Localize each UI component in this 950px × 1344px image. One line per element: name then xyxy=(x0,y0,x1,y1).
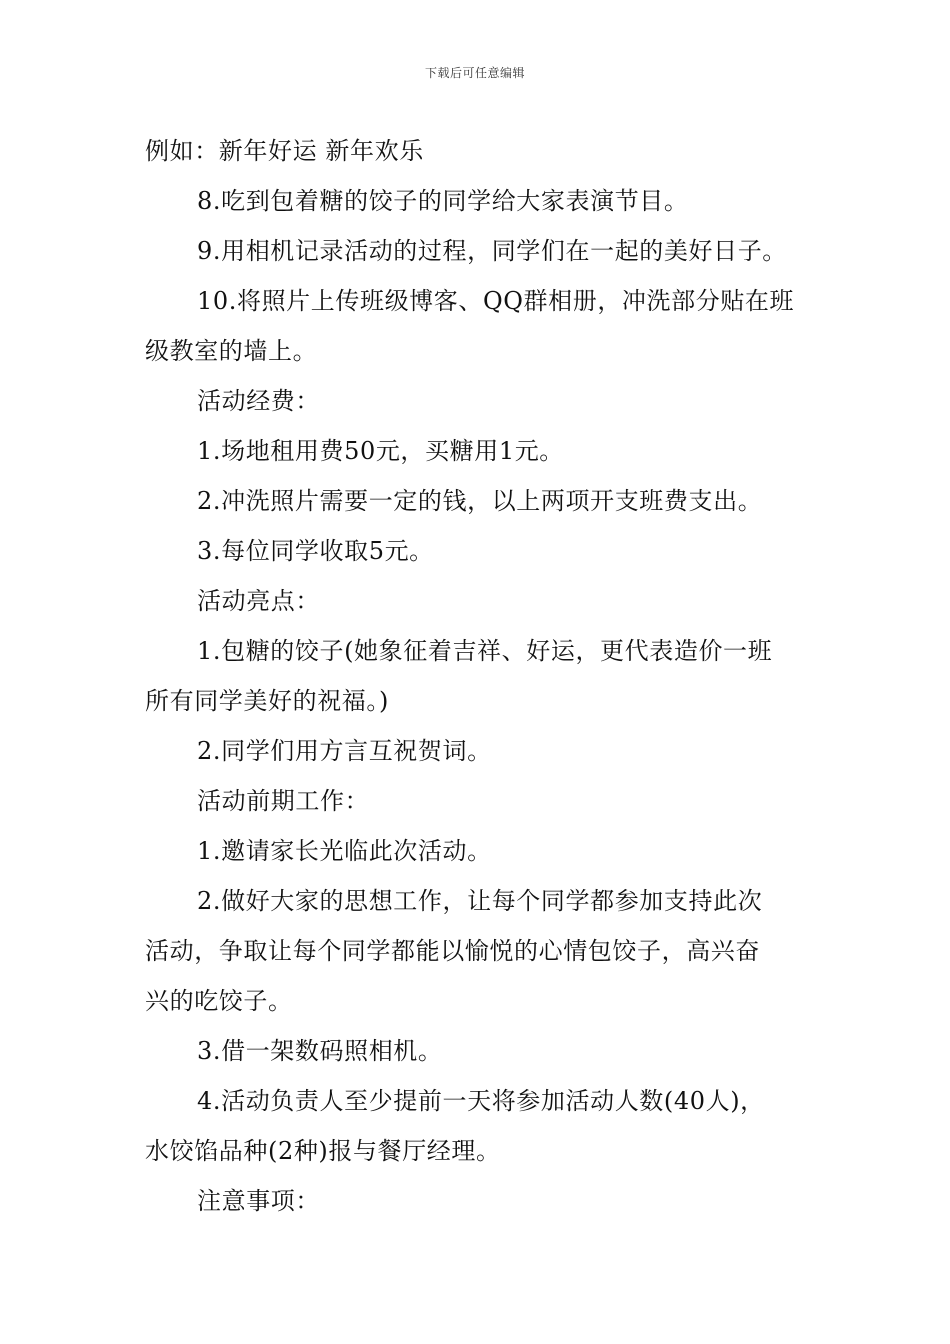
text-line: 水饺馅品种(2种)报与餐厅经理。 xyxy=(145,1137,501,1165)
text-line: 1.包糖的饺子(她象征着吉祥、好运，更代表造价一班 xyxy=(197,637,773,665)
text-line: 活动，争取让每个同学都能以愉悦的心情包饺子，高兴奋 xyxy=(145,937,760,965)
text-line: 例如：新年好运 新年欢乐 xyxy=(145,137,424,165)
text-line: 级教室的墙上。 xyxy=(145,337,318,365)
text-line: 2.冲洗照片需要一定的钱，以上两项开支班费支出。 xyxy=(197,487,763,515)
page-header: 下载后可任意编辑 xyxy=(424,66,525,80)
text-line: 所有同学美好的祝福。) xyxy=(145,687,389,715)
section-heading: 活动前期工作： xyxy=(197,787,370,815)
section-heading: 注意事项： xyxy=(197,1187,320,1215)
text-line: 3.每位同学收取5元。 xyxy=(197,537,434,565)
text-line: 3.借一架数码照相机。 xyxy=(197,1037,443,1065)
text-line: 4.活动负责人至少提前一天将参加活动人数(40人)， xyxy=(197,1087,765,1115)
text-line: 10.将照片上传班级博客、QQ群相册，冲洗部分贴在班 xyxy=(197,287,795,315)
text-line: 2.同学们用方言互祝贺词。 xyxy=(197,737,492,765)
text-line: 1.场地租用费50元，买糖用1元。 xyxy=(197,437,564,465)
section-heading: 活动亮点： xyxy=(197,587,320,615)
text-line: 9.用相机记录活动的过程，同学们在一起的美好日子。 xyxy=(197,237,787,265)
document-body xyxy=(145,126,810,1226)
section-heading: 活动经费： xyxy=(197,387,320,415)
text-line: 兴的吃饺子。 xyxy=(145,987,293,1015)
text-line: 2.做好大家的思想工作，让每个同学都参加支持此次 xyxy=(197,887,763,915)
text-line: 1.邀请家长光临此次活动。 xyxy=(197,837,492,865)
text-line: 8.吃到包着糖的饺子的同学给大家表演节目。 xyxy=(197,187,689,215)
